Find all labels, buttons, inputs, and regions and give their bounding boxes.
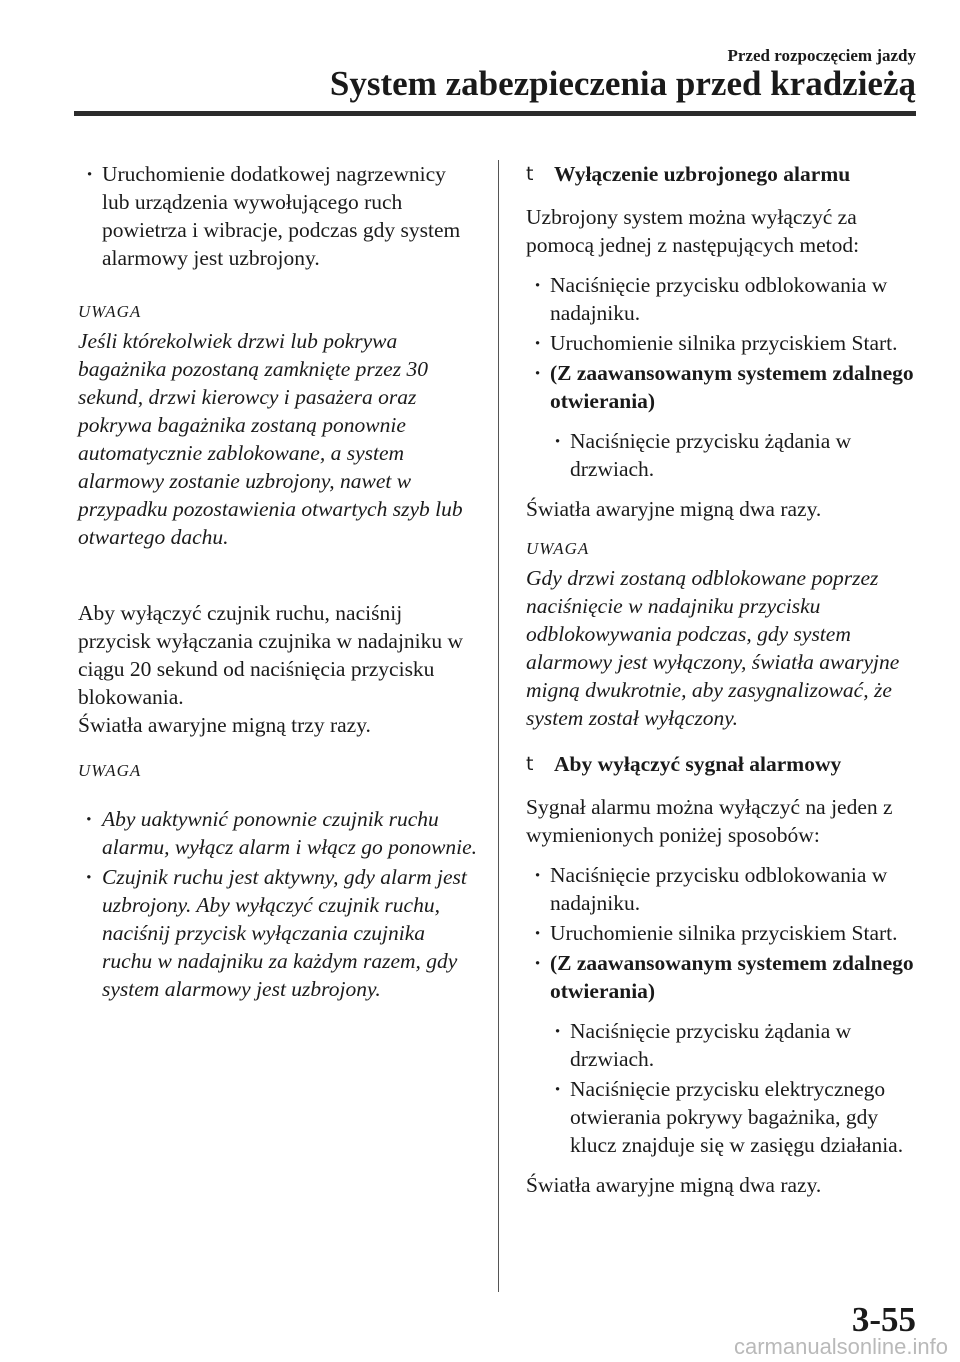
list-item: · (Z zaawansowanym systemem zdalnego otwierania): [526, 949, 926, 1005]
list-item: · Naciśnięcie przycisku odblokowania w nadajniku.: [526, 271, 926, 327]
list-item: · Uruchomienie silnika przyciskiem Start.: [526, 329, 926, 357]
note-label: UWAGA: [78, 302, 142, 321]
page-title: System zabezpieczenia przed kradzieżą: [329, 64, 916, 103]
page-number: 3-55: [851, 1300, 916, 1339]
heading-text: Wyłączenie uzbrojonego alarmu: [554, 162, 851, 186]
paragraph: Uzbrojony system można wyłączyć za pomocą jednej z następujących metod:: [526, 205, 860, 257]
note-list-item: · Aby uaktywnić ponownie czujnik ruchu alarmu, wyłącz alarm i włącz go ponownie.: [78, 805, 478, 861]
list-item: · (Z zaawansowanym systemem zdalnego otwierania): [526, 359, 926, 415]
header-rule: [74, 111, 916, 116]
subsection-heading: [526, 750, 926, 778]
heading-marker-icon: t: [526, 753, 534, 775]
right-column: [526, 160, 926, 1199]
paragraph: Światła awaryjne migną trzy razy.: [78, 713, 371, 737]
sub-list-item: · Naciśnięcie przycisku elektrycznego otwierania pokrywy bagażnika, gdy klucz znajduje się w zasięgu działania.: [546, 1075, 926, 1159]
note-label: UWAGA: [78, 761, 142, 780]
list-item: · Naciśnięcie przycisku odblokowania w nadajniku.: [526, 861, 926, 917]
paragraph: Światła awaryjne migną dwa razy.: [526, 1173, 822, 1197]
section-title: Przed rozpoczęciem jazdy: [727, 46, 916, 65]
subsection-heading: [526, 160, 926, 188]
sub-list-item: · Naciśnięcie przycisku żądania w drzwiach.: [546, 1017, 926, 1073]
note-list-item: · Czujnik ruchu jest aktywny, gdy alarm jest uzbrojony. Aby wyłączyć czujnik ruchu, naciśnij przycisk wyłączania czujnika ruchu w nadajniku za każdym razem, gdy system alarmowy jest uzbrojony.: [78, 863, 478, 1003]
paragraph: Sygnał alarmu można wyłączyć na jeden z wymienionych poniżej sposobów:: [526, 795, 893, 847]
list-item: · Uruchomienie dodatkowej nagrzewnicy lub urządzenia wywołującego ruch powietrza i wibracje, podczas gdy system alarmowy jest uzbrojony.: [78, 160, 478, 272]
note-text: Gdy drzwi zostaną odblokowane poprzez naciśnięcie w nadajniku przycisku odblokowywania podczas, gdy system alarmowy jest wyłączony, światła awaryjne migną dwukrotnie, aby zasygnalizować, że system został wyłączony.: [526, 566, 900, 730]
heading-marker-icon: t: [526, 163, 534, 185]
list-item: · Uruchomienie silnika przyciskiem Start.: [526, 919, 926, 947]
left-column: [78, 160, 478, 1003]
paragraph: Aby wyłączyć czujnik ruchu, naciśnij przycisk wyłączania czujnika w nadajniku w ciągu 20 sekund od naciśnięcia przycisku blokowania.: [78, 601, 464, 709]
heading-text: Aby wyłączyć sygnał alarmowy: [554, 752, 842, 776]
watermark: carmanualsonline.info: [733, 1334, 948, 1359]
paragraph: Światła awaryjne migną dwa razy.: [526, 497, 822, 521]
column-divider: [498, 160, 499, 1292]
note-text: Jeśli którekolwiek drzwi lub pokrywa bagażnika pozostaną zamknięte przez 30 sekund, drzwi kierowcy i pasażera oraz pokrywa bagażnika zostaną ponownie automatycznie zablokowane, a system alarmowy zostanie uzbrojony, nawet w przypadku pozostawienia otwartych szyb lub otwartego dachu.: [78, 329, 463, 549]
note-label: UWAGA: [526, 539, 590, 558]
sub-list-item: · Naciśnięcie przycisku żądania w drzwiach.: [546, 427, 926, 483]
